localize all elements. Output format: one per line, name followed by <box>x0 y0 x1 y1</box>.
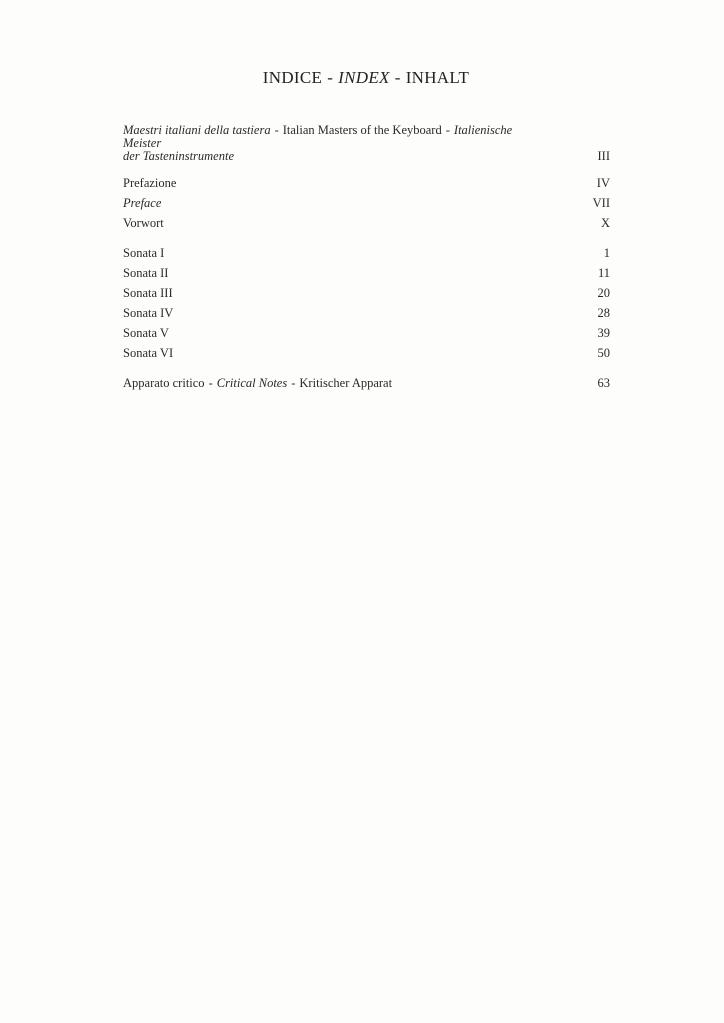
separator: - <box>445 123 450 137</box>
toc-entry-label: Sonata I <box>123 246 165 260</box>
toc-entry-sonata-5 <box>123 323 610 343</box>
title-english: INDEX <box>338 68 390 87</box>
toc-entry-label: Sonata III <box>123 286 173 300</box>
toc-page-number: IV <box>596 176 610 190</box>
label-german-line2: der Tasteninstrumente <box>123 149 234 163</box>
toc-page-number: 11 <box>597 266 610 280</box>
toc-page-number: 1 <box>603 246 610 260</box>
toc-page-number: III <box>597 149 610 163</box>
toc-entry-masters <box>123 124 610 163</box>
toc-page-number: 50 <box>597 346 610 360</box>
toc-page-number: VII <box>592 196 610 210</box>
toc-page-number: 63 <box>597 376 610 390</box>
label-english: Italian Masters of the Keyboard <box>282 123 442 137</box>
toc-page-number: 20 <box>597 286 610 300</box>
toc-entry-label: Vorwort <box>123 216 164 230</box>
toc-page-number: 28 <box>597 306 610 320</box>
toc-entry-apparato <box>123 373 610 393</box>
title-separator: - <box>394 68 401 87</box>
toc-entry-label: Sonata II <box>123 266 169 280</box>
separator: - <box>291 376 296 390</box>
separator: - <box>274 123 279 137</box>
toc-entry-sonata-4 <box>123 303 610 323</box>
toc-entry-label: Sonata IV <box>123 306 174 320</box>
toc-entry-sonata-6 <box>123 343 610 363</box>
toc-entry-label: Prefazione <box>123 176 177 190</box>
label-italian: Apparato critico <box>123 376 205 390</box>
toc-entry-label <box>123 124 580 163</box>
toc-entry-label: Preface <box>123 196 162 210</box>
toc-entry-label: Sonata VI <box>123 346 174 360</box>
toc-page-number: 39 <box>597 326 610 340</box>
toc-entry-label: Sonata V <box>123 326 169 340</box>
toc-entry-vorwort <box>123 213 610 233</box>
table-of-contents <box>123 124 610 393</box>
toc-entry-sonata-1 <box>123 243 610 263</box>
toc-entry-preface <box>123 193 610 213</box>
title-italian: INDICE <box>262 68 323 87</box>
page-title <box>0 68 724 88</box>
separator: - <box>208 376 213 390</box>
toc-entry-sonata-2 <box>123 263 610 283</box>
toc-entry-sonata-3 <box>123 283 610 303</box>
title-separator: - <box>327 68 334 87</box>
label-italian: Maestri italiani della tastiera <box>123 123 271 137</box>
title-german: INHALT <box>405 68 470 87</box>
toc-entry-label <box>123 373 580 393</box>
toc-page-number: X <box>600 216 610 230</box>
toc-entry-prefazione <box>123 173 610 193</box>
label-german: Kritischer Apparat <box>299 376 393 390</box>
label-english: Critical Notes <box>216 376 288 390</box>
label-german-line1: Italienische Meister <box>123 123 513 150</box>
